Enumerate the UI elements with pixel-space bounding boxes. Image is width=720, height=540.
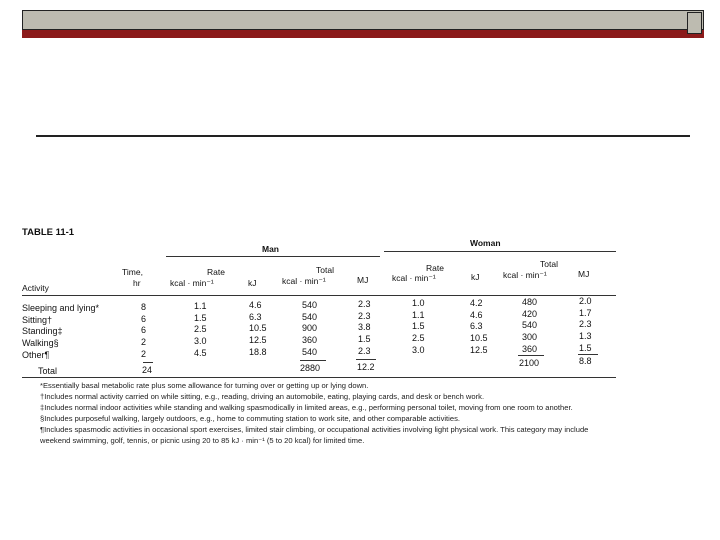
row-activity: Sleeping and lying* <box>22 303 100 313</box>
footnote: ‡Includes normal indoor activities while standing and walking spasmodically in limited areas, e.g., performing personal toilet, moving from one room to another. <box>40 403 573 412</box>
row-man-rate: 2.5 <box>194 323 207 334</box>
header-man-rate: Rate <box>207 267 225 277</box>
row-man-kj: 4.6 <box>249 300 262 311</box>
row-woman-kj: 6.3 <box>470 320 483 331</box>
row-woman-mj: 2.0 <box>579 296 592 307</box>
row-woman-rate: 1.1 <box>412 310 425 321</box>
table-title: TABLE 11-1 <box>22 227 75 238</box>
row-woman-total: 540 <box>522 320 538 330</box>
header-woman-total-unit: kcal · min⁻¹ <box>503 270 547 280</box>
row-man-rate: 1.1 <box>194 300 207 311</box>
footnote: weekend swimming, golf, tennis, or picnic using 20 to 85 kJ · min⁻¹ (5 to 20 kcal) for limited time. <box>40 436 365 445</box>
row-woman-mj: 2.3 <box>579 319 592 330</box>
group-header-woman: Woman <box>470 238 501 248</box>
footnote: ¶Includes spasmodic activities in occasional sport exercises, limited stair climbing, or occupational activities involving light physical work. This category may include <box>40 425 589 434</box>
row-man-kj: 10.5 <box>249 323 267 334</box>
woman-header-rule <box>384 251 616 252</box>
row-man-total: 540 <box>302 311 318 322</box>
row-time: 8 <box>141 301 147 312</box>
row-woman-mj: 1.3 <box>579 331 592 342</box>
row-man-rate: 4.5 <box>194 347 207 358</box>
man-total-underline <box>300 360 326 361</box>
row-man-mj: 2.3 <box>358 299 371 309</box>
header-time: Time, <box>122 267 143 277</box>
header-woman-rate-unit: kcal · min⁻¹ <box>392 273 436 283</box>
row-time: 6 <box>141 324 147 335</box>
time-total-underline <box>143 362 153 363</box>
row-woman-total: 300 <box>522 332 538 342</box>
row-time: 6 <box>141 313 147 324</box>
total-row-man-mj: 12.2 <box>357 362 375 372</box>
row-time: 2 <box>141 336 147 347</box>
row-activity: Standing‡ <box>22 326 63 336</box>
row-woman-mj: 1.5 <box>579 343 592 354</box>
row-man-mj: 2.3 <box>358 311 371 321</box>
header-bottom-rule <box>22 295 616 296</box>
man-mj-underline <box>356 359 376 360</box>
header-man-total-unit: kcal · min⁻¹ <box>282 276 326 286</box>
footnote: *Essentially basal metabolic rate plus some allowance for turning over or getting up or lying down. <box>40 381 369 390</box>
row-man-total: 360 <box>302 334 318 345</box>
total-row-woman-mj: 8.8 <box>579 356 592 366</box>
header-woman-mj: MJ <box>578 269 590 279</box>
table-bottom-rule <box>22 377 616 378</box>
total-row-man-total: 2880 <box>300 363 321 373</box>
row-woman-total: 360 <box>522 344 538 354</box>
row-man-mj: 1.5 <box>358 334 371 344</box>
group-header-man: Man <box>262 244 279 254</box>
header-activity: Activity <box>22 283 49 293</box>
row-woman-kj: 12.5 <box>470 344 488 355</box>
row-woman-rate: 1.0 <box>412 298 425 309</box>
row-man-kj: 18.8 <box>249 347 267 358</box>
row-man-rate: 1.5 <box>194 312 207 323</box>
man-header-rule <box>166 256 380 257</box>
row-man-total: 540 <box>302 346 318 357</box>
row-man-kj: 6.3 <box>249 312 262 323</box>
header-man-mj: MJ <box>357 275 369 285</box>
footnote: §Includes purposeful walking, largely outdoors, e.g., home to commuting station to work site, and other comparable activities. <box>40 414 460 423</box>
row-man-kj: 12.5 <box>249 335 267 346</box>
row-woman-kj: 4.6 <box>470 309 483 320</box>
total-row-time: 24 <box>142 365 153 375</box>
total-row-woman-total: 2100 <box>519 358 540 368</box>
row-activity: Sitting† <box>22 315 53 325</box>
header-man-rate-unit: kcal · min⁻¹ <box>170 278 214 288</box>
header-woman-kj: kJ <box>471 272 480 282</box>
header-woman-rate: Rate <box>426 263 444 273</box>
footnote: †Includes normal activity carried on while sitting, e.g., reading, driving an automobile, eating, playing cards, and desk or bench work. <box>40 392 485 401</box>
row-time: 2 <box>141 348 147 359</box>
row-man-mj: 3.8 <box>358 322 371 332</box>
woman-total-underline <box>518 355 544 356</box>
row-woman-mj: 1.7 <box>579 308 592 319</box>
row-activity: Other¶ <box>22 350 50 360</box>
header-man-total: Total <box>316 265 334 275</box>
row-woman-kj: 4.2 <box>470 297 483 308</box>
row-man-total: 540 <box>302 299 318 310</box>
header-man-kj: kJ <box>248 278 257 288</box>
row-woman-rate: 3.0 <box>412 345 425 356</box>
row-woman-total: 420 <box>522 309 538 319</box>
row-woman-rate: 1.5 <box>412 321 425 332</box>
header-woman-total: Total <box>540 259 558 269</box>
row-man-rate: 3.0 <box>194 335 207 346</box>
total-row-label: Total <box>38 366 58 376</box>
row-activity: Walking§ <box>22 338 59 348</box>
row-woman-rate: 2.5 <box>412 333 425 344</box>
woman-mj-underline <box>578 354 598 355</box>
row-woman-total: 480 <box>522 297 538 307</box>
row-woman-kj: 10.5 <box>470 332 488 343</box>
header-time-unit: hr <box>133 278 141 288</box>
row-man-mj: 2.3 <box>358 346 371 356</box>
row-man-total: 900 <box>302 322 318 333</box>
